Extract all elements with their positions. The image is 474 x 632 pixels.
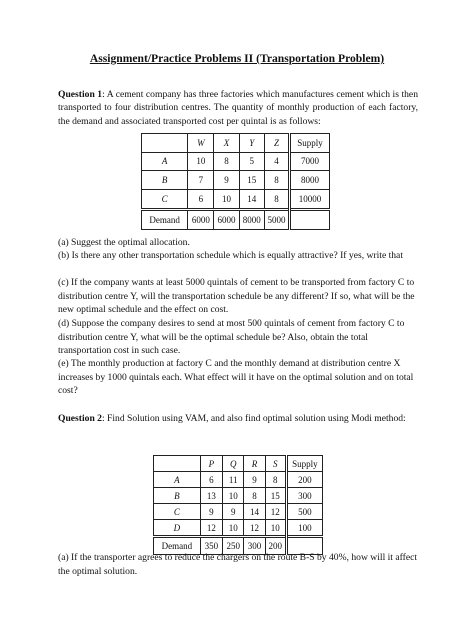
q2-cost-cell: 10 [223,520,244,537]
question-2-table [153,455,323,555]
q1-row-header: A [142,152,188,171]
table-row [142,189,330,209]
question-2-item-a: (a) If the transporter agrees to reduce the chargers on the route B-S by 40%, how will it affect the optimal solution. [58,552,418,577]
q1-cost-cell: 5 [239,152,264,171]
table-row [142,152,330,171]
q2-cost-cell: 9 [244,472,265,488]
q2-row-header: C [154,504,201,520]
q2-row-header: B [154,488,201,504]
q2-cost-cell: 8 [244,488,265,504]
q1-corner-cell [142,134,188,153]
question-1-item-e: (e) The monthly production at factory C and the monthly demand at distribution centre X increases by 1000 quintals each. What effect will it have on the optimal solution and on total cost? [58,358,414,396]
q1-demand-row [142,209,330,229]
q1-cost-cell: 9 [214,171,239,190]
q2-col-header: P [200,456,222,472]
q1-demand-cell: 6000 [188,209,214,229]
q2-cost-cell: 10 [223,488,244,504]
q2-cost-cell: 15 [265,488,286,504]
q1-demand-cell: 8000 [239,209,264,229]
table-row [154,504,323,520]
q1-col-header: X [214,134,239,153]
question-1-item-a: (a) Suggest the optimal allocation. [58,237,190,248]
q1-cost-cell: 10 [188,152,214,171]
q1-cost-cell: 4 [264,152,289,171]
q1-cost-cell: 10 [214,189,239,209]
q2-cost-cell: 9 [223,504,244,520]
q1-cost-cell: 6 [188,189,214,209]
q1-supply-cell: 10000 [290,189,330,209]
q1-col-header: W [188,134,214,153]
q2-supply-cell: 200 [286,472,322,488]
q2-cost-cell: 13 [200,488,222,504]
q1-cost-cell: 8 [264,171,289,190]
q2-cost-cell: 11 [223,472,244,488]
q1-empty-cell [290,209,330,229]
q2-col-header: S [265,456,286,472]
question-1-table [141,133,330,230]
q2-cost-cell: 8 [265,472,286,488]
question-1-item-b: (b) Is there any other transportation schedule which is equally attractive? If yes, write that [58,250,403,261]
q2-row-header: A [154,472,201,488]
q2-demand-cell: 250 [223,537,244,555]
q2-demand-label: Demand [154,537,201,555]
q2-demand-cell: 300 [244,537,265,555]
question-1-item-d: (d) Suppose the company desires to send at most 500 quintals of cement from factory C to distribution centre Y, what will be the optimal schedule be? Also, obtain the total transportation cost in such case. [58,318,405,356]
q1-cost-cell: 8 [214,152,239,171]
q2-demand-cell: 200 [265,537,286,555]
question-2-text: : Find Solution using VAM, and also find optimal solution using Modi method: [101,413,406,424]
q2-cost-cell: 6 [200,472,222,488]
q1-col-header: Z [264,134,289,153]
q2-cost-cell: 12 [265,504,286,520]
q2-col-header: R [244,456,265,472]
q2-cost-cell: 12 [244,520,265,537]
q1-header-row [142,134,330,153]
q2-cost-cell: 12 [200,520,222,537]
question-2-paragraph [58,412,418,425]
q2-col-header: Q [223,456,244,472]
q2-demand-cell: 350 [200,537,222,555]
q2-supply-header: Supply [286,456,322,472]
q1-supply-cell: 8000 [290,171,330,190]
question-1-paragraph [58,88,418,128]
q1-row-header: C [142,189,188,209]
q2-header-row [154,456,323,472]
question-2-label: Question 2 [58,413,102,424]
table-row [154,520,323,537]
q2-cost-cell: 10 [265,520,286,537]
q1-cost-cell: 7 [188,171,214,190]
q1-row-header: B [142,171,188,190]
table-row [154,488,323,504]
q1-supply-cell: 7000 [290,152,330,171]
question-1-text: : A cement company has three factories which manufactures cement which is then transported to four distribution centres. The quantity of monthly production of each factory, the demand and associated transported cost per quintal is as follows: [58,89,418,127]
q2-supply-cell: 100 [286,520,322,537]
q1-demand-label: Demand [142,209,188,229]
q1-supply-header: Supply [290,134,330,153]
q1-cost-cell: 14 [239,189,264,209]
q1-cost-cell: 8 [264,189,289,209]
q2-cost-cell: 9 [200,504,222,520]
q1-demand-cell: 5000 [264,209,289,229]
q1-demand-cell: 6000 [214,209,239,229]
q2-supply-cell: 300 [286,488,322,504]
table-row [154,472,323,488]
q2-cost-cell: 14 [244,504,265,520]
page-title: Assignment/Practice Problems II (Transportation Problem) [89,52,385,65]
q1-cost-cell: 15 [239,171,264,190]
q2-row-header: D [154,520,201,537]
q2-supply-cell: 500 [286,504,322,520]
q1-col-header: Y [239,134,264,153]
question-1-label: Question 1 [58,89,103,100]
table-row [142,171,330,190]
question-1-item-c: (c) If the company wants at least 5000 quintals of cement to be transported from factory C to distribution centre Y, will the transportation schedule be any different? If so, what will be the new optimal schedule and the effect on cost. [58,277,415,315]
q2-corner-cell [154,456,201,472]
